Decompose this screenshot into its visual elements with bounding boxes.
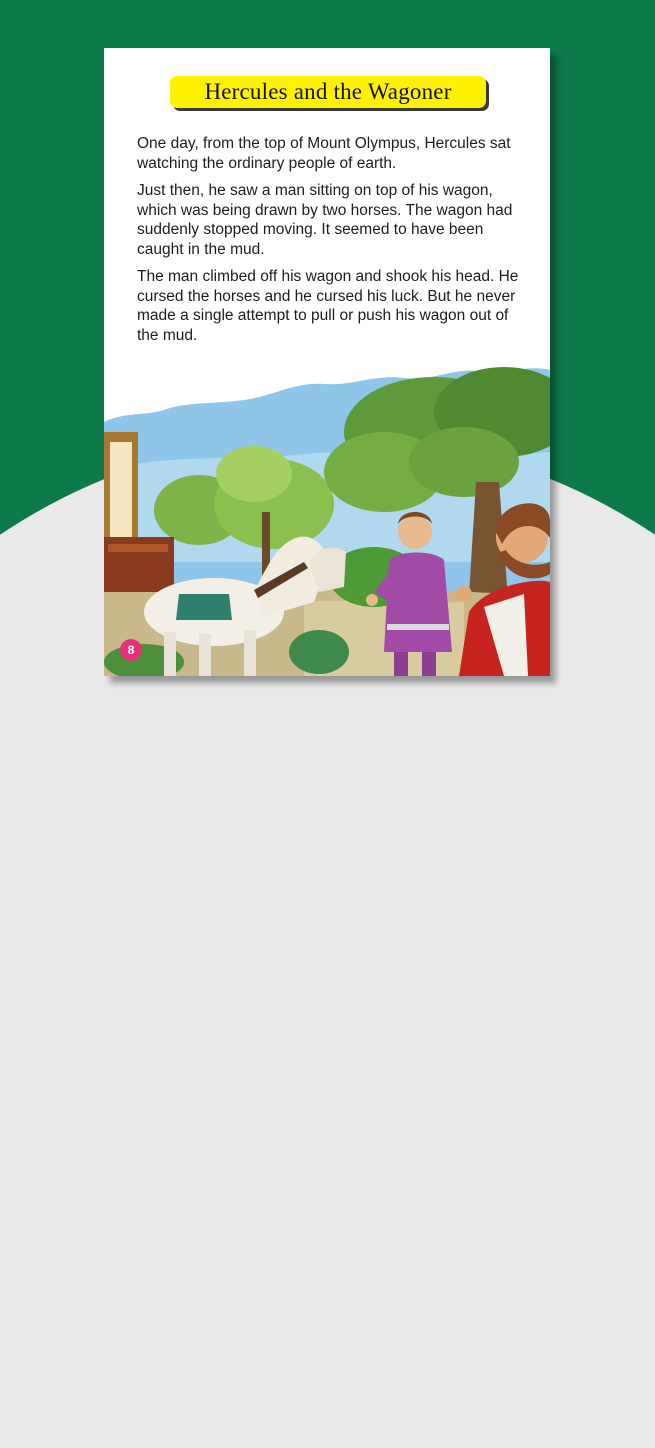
page-title: Hercules and the Wagoner xyxy=(204,79,452,104)
story-paragraph-2: Just then, he saw a man sitting on top of his wagon, which was being drawn by two horses. The wagon had suddenly stopped moving. It seemed to have been caught in the mud. xyxy=(137,182,513,258)
book-page xyxy=(104,48,550,676)
story-text xyxy=(137,134,523,353)
page-number-badge xyxy=(120,639,142,661)
page-number: 8 xyxy=(127,643,135,657)
story-paragraph-3: The man climbed off his wagon and shook his head. He cursed the horses and he cursed his luck. But he never made a single attempt to pull or push his wagon out of the mud. xyxy=(137,268,519,344)
story-illustration xyxy=(104,362,550,676)
story-paragraph-1: One day, from the top of Mount Olympus, Hercules sat watching the ordinary people of earth. xyxy=(137,135,511,172)
title-banner xyxy=(170,76,486,108)
